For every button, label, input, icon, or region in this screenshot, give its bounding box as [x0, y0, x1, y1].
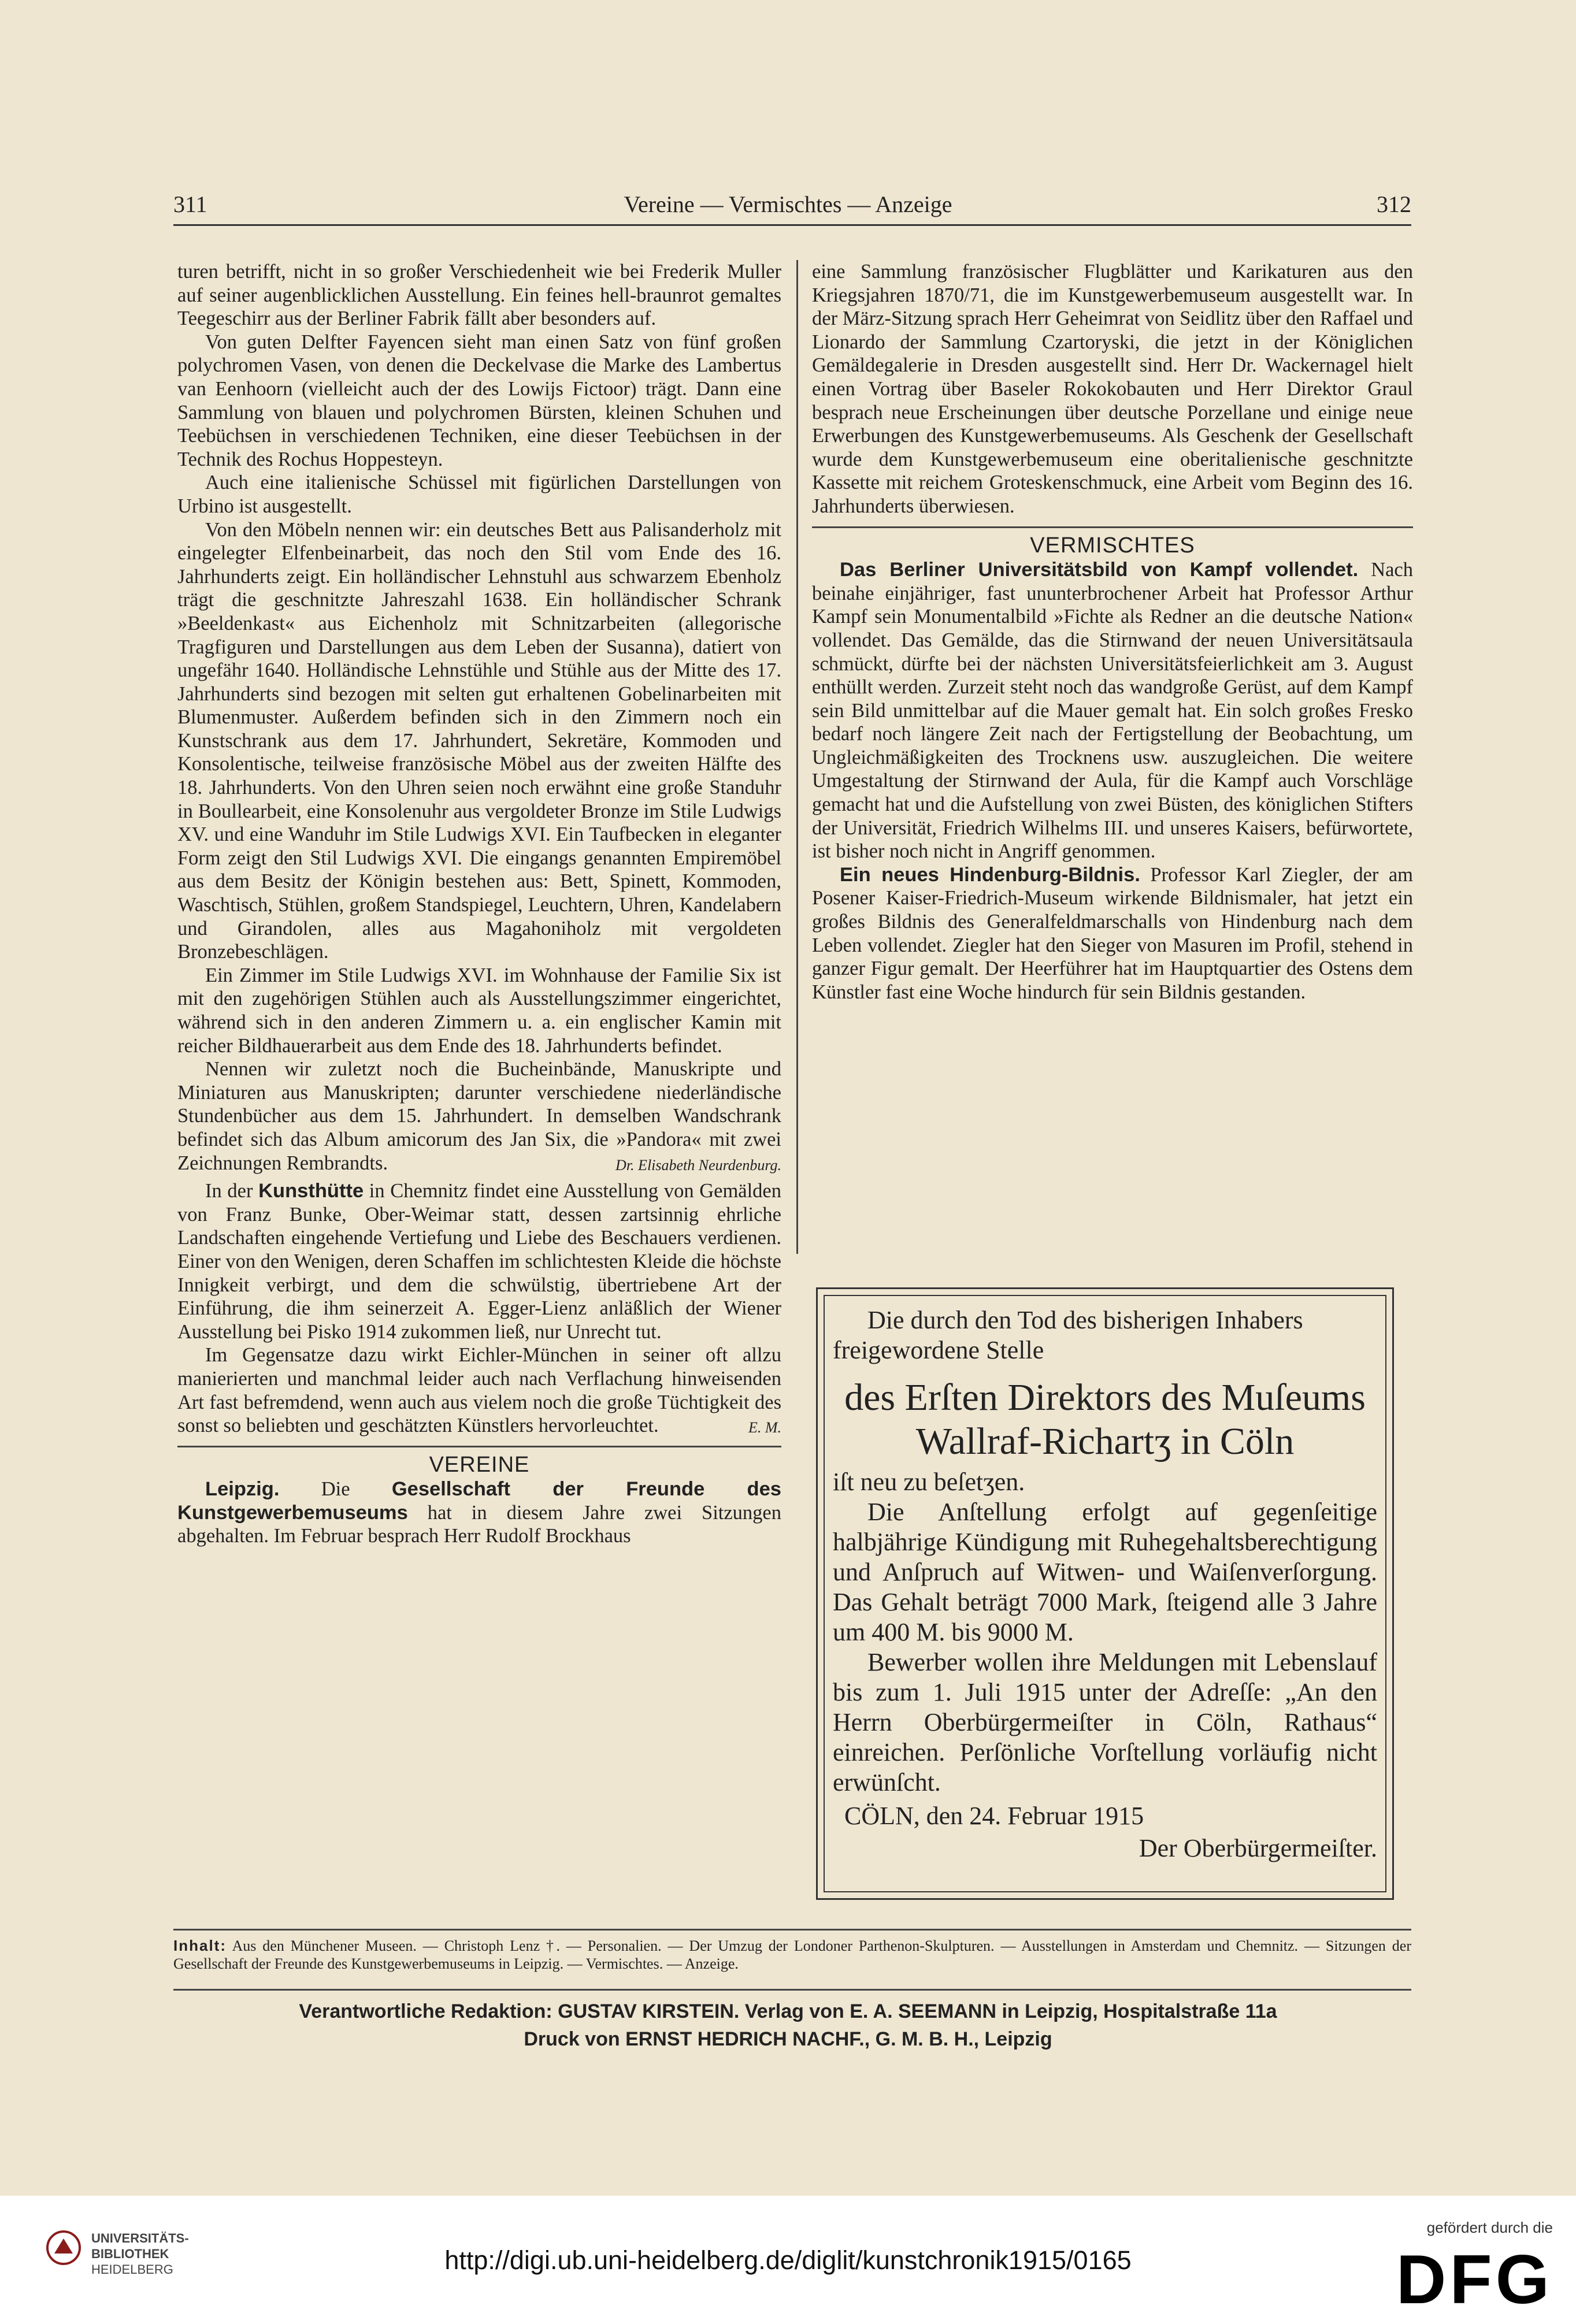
contents-text: Aus den Münchener Museen. — Christoph Lenz †. — Personalien. — Der Umzug der Londoner Parthenon-Skulpturen. — Ausstellungen in Amsterdam und Chemnitz. — Sitzungen der Gesellschaft der Freunde des Kunstgewerbemuseums in Leipzig. — Vermischtes. — Anzeige.: [173, 1937, 1411, 1972]
page-number-left: 311: [173, 191, 207, 217]
paragraph: Das Berliner Universitätsbild von Kampf vollendet. Nach beinahe einjähriger, fast ununterbrochener Arbeit hat Professor Arthur Kampf sein Monumentalbild »Fichte als Redner an die deutsche Nation« vollendet. Das Gemälde, das die Stirnwand der neuen Universitätsaula schmückt, dürfte bei der nächsten Universitätsfeierlichkeit am 3. August enthüllt werden. Zurzeit steht noch das wandgroße Gerüst, auf dem Kampf sein Bild unmittelbar auf die Mauer gemalt hat. Ein solch großes Fresko bedarf noch längere Zeit nach der Fertigstellung der Beobachtung, um Ungleichmäßigkeiten des Trocknens usw. auszugleichen. Die weitere Umgestaltung der Stirnwand der Aula, für die Kampf auch Vorschläge gemacht hat und die Aufstellung von zwei Büsten, des königlichen Stifters der Universität, Friedrich Wilhelms III. und unseres Kaisers, befürwortete, ist bisher noch nicht in Angriff genommen.: [812, 559, 1413, 863]
library-name: UNIVERSITÄTS- BIBLIOTHEK HEIDELBERG: [91, 2231, 189, 2277]
right-column: [812, 260, 1413, 1004]
column-divider: [796, 260, 798, 1254]
paragraph: Auch eine italienische Schüssel mit figürlichen Darstellungen von Urbino ist ausgestellt.: [177, 472, 781, 517]
ad-place-date: CÖLN, den 24. Februar 1915: [844, 1802, 1144, 1830]
author-signature: E. M.: [748, 1419, 781, 1436]
paragraph: Leipzig. Die Gesellschaft der Freunde des Kunstgewerbemuseums hat in diesem Jahre zwei Sitzungen abgehalten. Im Februar besprach Herr Rudolf Brockhaus: [177, 1478, 781, 1547]
digitization-footer: [0, 2196, 1576, 2324]
section-heading-vermischtes: VERMISCHTES: [1030, 533, 1195, 558]
header-rule: [173, 224, 1411, 226]
bold-term: Kunsthütte: [258, 1180, 364, 1202]
contents-rule: [173, 1989, 1411, 1991]
ad-body: Bewerber wollen ihre Meldungen mit Lebenslauf bis zum 1. Juli 1915 unter der Adreſſe: „An den Herrn Oberbürgermeiſter in Cöln, Rathaus“ einreichen. Perſönliche Vorſtellung vorläufig nicht erwünſcht.: [833, 1648, 1377, 1796]
paragraph: Ein Zimmer im Stile Ludwigs XVI. im Wohnhause der Familie Six ist mit den zugehörigen Stühlen auch als Ausstellungszimmer eingerichtet, während sich in den anderen Zimmern u. a. ein englischer Kamin mit reicher Bildhauerarbeit aus dem Ende des 18. Jahrhunderts befindet.: [177, 964, 781, 1057]
ad-signer: Der Oberbürgermeiſter.: [1139, 1834, 1377, 1862]
section-divider: [812, 526, 1413, 528]
paragraph: Ein neues Hindenburg-Bildnis. Professor Karl Ziegler, der am Posener Kaiser-Friedrich-Museum wirkende Bildnismaler, hat jetzt ein großes Bildnis des Generalfeldmarschalls von Hindenburg nach dem Leben vollendet. Ziegler hat den Sieger von Masuren im Profil, stehend in ganzer Figur gemalt. Der Heerführer hat im Hauptquartier des Ostens dem Künstler fast eine Woche hindurch für sein Bildnis gestanden.: [812, 863, 1413, 1003]
paragraph: Von den Möbeln nennen wir: ein deutsches Bett aus Palisanderholz mit eingelegter Elfenbeinarbeit, das noch den Stil vom Ende des 16. Jahrhunderts zeigt. Ein holländischer Lehnstuhl aus schwarzem Ebenholz trägt die geschnitzte Jahreszahl 1638. Ein holländischer Schrank »Beeldenkast« aus Eichenholz mit Schnitzarbeiten (allegorische Tragfiguren und Darstellungen aus dem Leben der Susanna), datiert von ungefähr 1640. Holländische Lehnstühle und Stühle aus der Mitte des 17. Jahrhunderts sind bezogen mit selten gut erhaltenen Gobelinarbeiten mit Blumenmuster. Außerdem befinden sich in den Zimmern noch ein Kunstschrank aus dem 17. Jahrhundert, Sekretäre, Kommoden und Konsolentische, teilweise französische Möbel aus der zweiten Hälfte des 18. Jahrhunderts. Von den Uhren seien noch erwähnt eine große Standuhr in Boullearbeit, eine Konsolenuhr aus vergoldeter Bronze im Stile Ludwigs XV. und eine Wanduhr im Stile Ludwigs XVI. Ein Taufbecken in eleganter Form zeigt den Stil Ludwigs XVI. Die eingangs genannten Empiremöbel aus dem Besitz der Königin bestehen aus: Bett, Spinett, Kommoden, Waschtisch, Stühlen, großem Standspiegel, Leuchtern, Uhren, Kandelabern und Girandolen, alles aus Magahoniholz mit vergoldeten Bronzebeschlägen.: [177, 518, 781, 963]
funding-note: gefördert durch die: [1426, 2219, 1553, 2236]
page-number-right: 312: [1377, 191, 1411, 217]
ad-body: Die Anſtellung erfolgt auf gegenſeitige halbjährige Kündigung mit Ruhegehaltsberechtigung und Anſpruch auf Witwen- und Waiſenverſorgung. Das Gehalt beträgt 7000 Mark, ſteigend alle 3 Jahre um 400 M. bis 9000 M.: [833, 1498, 1377, 1646]
paragraph: Von guten Delfter Fayencen sieht man einen Satz von fünf großen polychromen Vasen, von denen die Deckelvase die Marke des Lambertus van Eenhoorn (vielleicht auch der des Lowijs Fictoor) trägt. Dann eine Sammlung von blauen und polychromen Bürsten, kleinen Schuhen und Teebüchsen in verschiedenen Techniken, eine dieser Teebüchsen in der Technik des Rochus Hoppesteyn.: [177, 331, 781, 470]
contents-rule: [173, 1929, 1411, 1931]
job-advertisement: [816, 1287, 1394, 1900]
ad-title: des Erſten Direktors des Muſeums Wallraf-Richartʒ in Cöln: [844, 1376, 1366, 1462]
table-of-contents: [173, 1937, 1411, 1973]
section-heading-vereine: VEREINE: [429, 1452, 530, 1477]
ad-intro: Die durch den Tod des bisherigen Inhabers freigewordene Stelle: [833, 1306, 1303, 1364]
running-title: Vereine — Vermischtes — Anzeige: [624, 191, 952, 217]
permalink[interactable]: http://digi.ub.uni-heidelberg.de/diglit/kunstchronik1915/0165: [444, 2245, 1132, 2275]
paragraph: In der Kunsthütte in Chemnitz findet eine Ausstellung von Gemälden von Franz Bunke, Ober-Weimar statt, dessen zartsinnig ehrliche Landschaften eingehende Vertiefung und Liebe des Beschauers verdienen. Einer von den Wenigen, deren Schaffen im schlichtesten Kleide die höchste Innigkeit verbirgt, und dem die schwülstig, übertriebene Art der Einführung, die ihm seinerzeit A. Egger-Lienz anläßlich der Wiener Ausstellung bei Pisko 1914 zukommen ließ, nur Unrecht tut.: [177, 1180, 781, 1343]
contents-label: Inhalt:: [173, 1937, 227, 1954]
paragraph: turen betrifft, nicht in so großer Verschiedenheit wie bei Frederik Muller auf seiner augenblicklichen Ausstellung. Ein feines hell-braunrot gemaltes Teegeschirr aus der Berliner Fabrik fällt aber besonders auf.: [177, 261, 781, 330]
imprint-printer: Druck von ERNST HEDRICH NACHF., G. M. B. H., Leipzig: [524, 2028, 1052, 2050]
paragraph: Im Gegensatze dazu wirkt Eichler-München in seiner oft allzu manierierten und manchmal leider auch nach Verflachung hinweisenden Art fast befremdend, wenn auch aus vielem noch die große Tüchtigkeit des sonst so beliebten und geschätzten Künstlers hervorleuchtet. E. M.: [177, 1343, 781, 1437]
paragraph: eine Sammlung französischer Flugblätter und Karikaturen aus den Kriegsjahren 1870/71, die im Kunstgewerbemuseum ausgestellt war. In der März-Sitzung sprach Herr Geheimrat von Seidlitz über den Raffael und Lionardo der Sammlung Czartoryski, die jetzt in der Königlichen Gemäldegalerie in Dresden ausgestellt sind. Herr Dr. Wackernagel hielt einen Vortrag über Baseler Rokokobauten und Herr Direktor Graul besprach neue Erscheinungen über deutsche Porzellane und einige neue Erwerbungen des Kunstgewerbemuseums. Als Geschenk der Gesellschaft wurde dem Kunstgewerbemuseum eine oberitalienische geschnitzte Kassette mit reichem Groteskenschmuck, eine Arbeit vom Beginn des 16. Jahrhunderts überwiesen.: [812, 261, 1413, 517]
left-column: [177, 260, 781, 1548]
paragraph: Nennen wir zuletzt noch die Bucheinbände, Manuskripte und Miniaturen aus Manuskripten; darunter verschiedene niederländische Stundenbücher aus dem 15. Jahrhundert. In demselben Wandschrank befindet sich das Album amicorum des Jan Six, die »Pandora« mit zwei Zeichnungen Rembrandts. Dr. Elisabeth Neurdenburg.: [177, 1057, 781, 1175]
ad-line: iſt neu zu beſetʒen.: [833, 1468, 1025, 1496]
author-signature: Dr. Elisabeth Neurdenburg.: [615, 1156, 781, 1174]
imprint-editorial: Verantwortliche Redaktion: GUSTAV KIRSTEIN. Verlag von E. A. SEEMANN in Leipzig, Hospitalstraße 11a: [299, 2000, 1277, 2022]
dfg-logo: DFG: [1396, 2241, 1553, 2318]
section-divider: [177, 1446, 781, 1447]
